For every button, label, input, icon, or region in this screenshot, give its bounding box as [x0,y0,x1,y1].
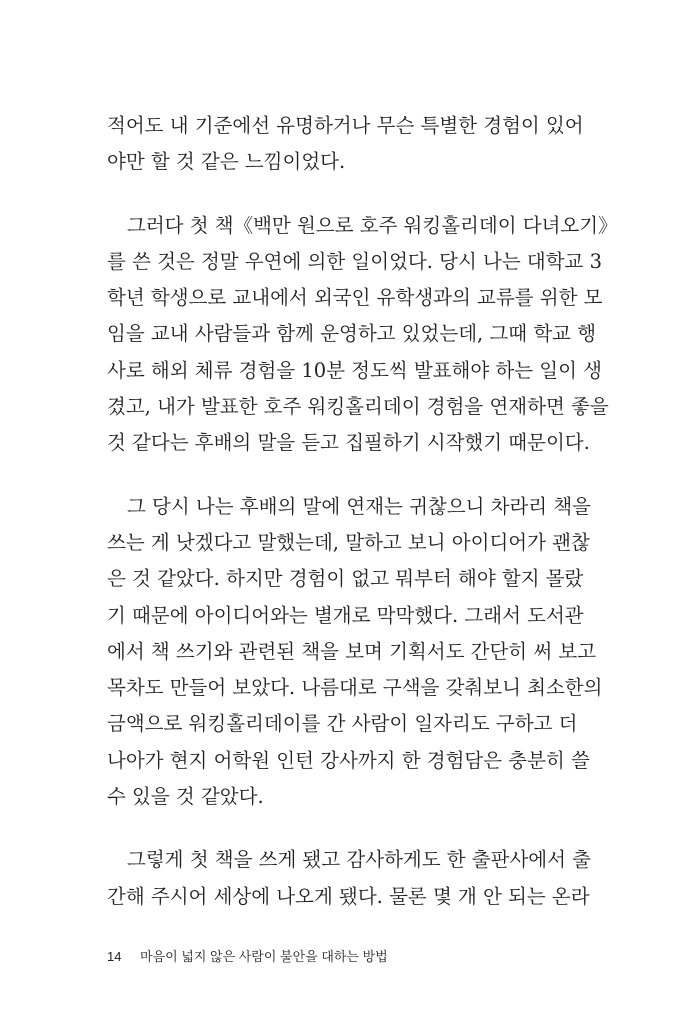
text-line: 은 것 같았다. 하지만 경험이 없고 뭐부터 해야 할지 몰랐 [107,567,584,591]
text-line: 목차도 만들어 보았다. 나름대로 구색을 갖춰보니 최소한의 [107,676,603,700]
paragraph-2 [107,208,618,462]
page-number: 14 [107,949,122,964]
text-line: 그 당시 나는 후배의 말에 연재는 귀찮으니 차라리 책을 [127,494,592,518]
page-body [107,108,618,915]
text-line: 를 쓴 것은 정말 우연에 의한 일이었다. 당시 나는 대학교 3 [107,249,603,273]
page-footer [107,946,388,965]
text-line: 그러다 첫 책《백만 원으로 호주 워킹홀리데이 다녀오기》 [127,213,618,237]
text-line: 에서 책 쓰기와 관련된 책을 보며 기획서도 간단히 써 보고 [107,639,597,663]
text-line: 쓰는 게 낫겠다고 말했는데, 말하고 보니 아이디어가 괜찮 [107,530,590,554]
text-line: 겼고, 내가 발표한 호주 워킹홀리데이 경험을 연재하면 좋을 [107,395,609,419]
text-line: 적어도 내 기준에선 유명하거나 무슨 특별한 경험이 있어 [107,114,584,137]
text-line: 간해 주시어 세상에 나오게 됐다. 물론 몇 개 안 되는 온라 [107,884,590,908]
paragraph-4 [107,842,592,915]
text-line: 임을 교내 사람들과 함께 운영하고 있었는데, 그때 학교 행 [107,322,597,346]
text-line: 기 때문에 아이디어와는 별개로 막막했다. 그래서 도서관 [107,603,584,627]
text-line: 야만 할 것 같은 느낌이었다. [107,150,346,174]
paragraph-1 [107,108,584,181]
text-line: 수 있을 것 같았다. [107,785,264,809]
book-title: 마음이 넓지 않은 사람이 불안을 대하는 방법 [140,949,388,964]
text-line: 그렇게 첫 책을 쓰게 됐고 감사하게도 한 출판사에서 출 [127,848,592,872]
text-line: 것 같다는 후배의 말을 듣고 집필하기 시작했기 때문이다. [107,431,590,455]
text-line: 사로 해외 체류 경험을 10분 정도씩 발표해야 하는 일이 생 [107,358,603,382]
text-line: 금액으로 워킹홀리데이를 간 사람이 일자리도 구하고 더 [107,712,578,736]
paragraph-3 [107,489,603,816]
text-line: 나아가 현지 어학원 인턴 강사까지 한 경험담은 충분히 쓸 [107,748,590,772]
text-line: 학년 학생으로 교내에서 외국인 유학생과의 교류를 위한 모 [107,286,603,310]
